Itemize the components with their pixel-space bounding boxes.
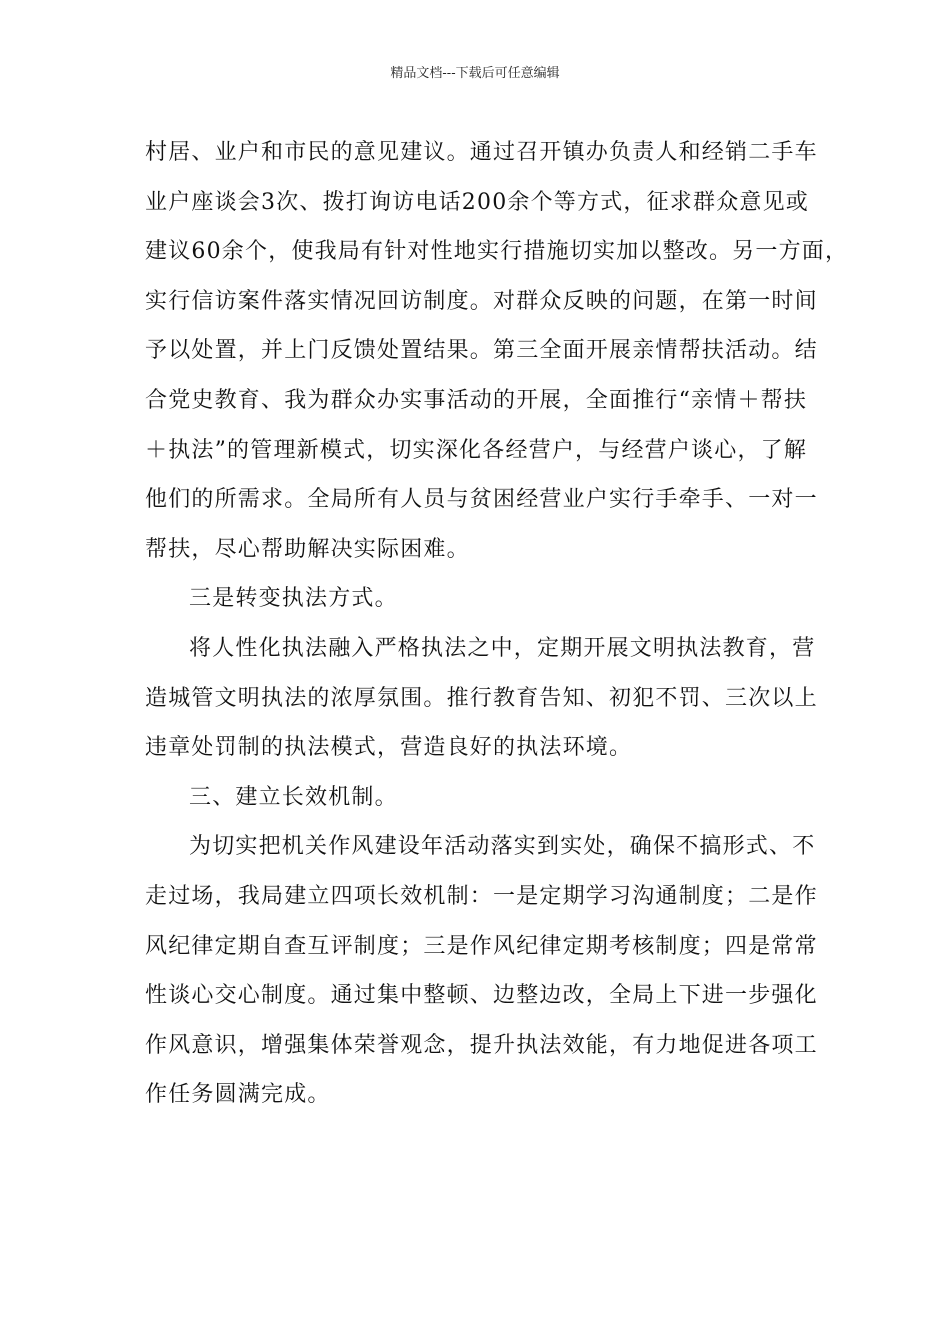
text-line: 造城管文明执法的浓厚氛围。推行教育告知、初犯不罚、三次以上 xyxy=(145,685,818,711)
text-line: 作任务圆满完成。 xyxy=(145,1082,331,1108)
text-line: 帮扶，尽心帮助解决实际困难。 xyxy=(145,536,470,562)
text-line: 风纪律定期自查互评制度；三是作风纪律定期考核制度；四是常常 xyxy=(145,933,818,959)
text-line: 走过场，我局建立四项长效机制：一是定期学习沟通制度；二是作 xyxy=(145,883,818,909)
text-line: 村居、业户和市民的意见建议。通过召开镇办负责人和经销二手车 xyxy=(145,140,818,165)
text-line: 予以处置，并上门反馈处置结果。第三全面开展亲情帮扶活动。结 xyxy=(145,338,818,364)
text-line: 建议60余个，使我局有针对性地实行措施切实加以整改。另一方面， xyxy=(145,239,849,265)
text-line: 业户座谈会3次、拨打询访电话200余个等方式，征求群众意见或 xyxy=(145,189,809,215)
text-line: 他们的所需求。全局所有人员与贫困经营业户实行手牵手、一对一 xyxy=(145,487,818,513)
document-body xyxy=(145,128,849,1120)
text-line: ＋执法”的管理新模式，切实深化各经营户，与经营户谈心，了解 xyxy=(145,437,808,463)
text-line: 实行信访案件落实情况回访制度。对群众反映的问题，在第一时间 xyxy=(145,288,818,314)
text-line: 违章处罚制的执法模式，营造良好的执法环境。 xyxy=(145,735,633,761)
text-line: 为切实把机关作风建设年活动落实到实处，确保不搞形式、不 xyxy=(189,834,816,860)
text-line: 合党史教育、我为群众办实事活动的开展，全面推行“亲情＋帮扶 xyxy=(145,387,808,413)
text-line: 作风意识，增强集体荣誉观念，提升执法效能，有力地促进各项工 xyxy=(145,1032,818,1058)
page-header: 精品文档---下载后可任意编辑 xyxy=(390,66,560,81)
section-heading: 三、建立长效机制。 xyxy=(189,784,398,810)
text-line: 将人性化执法融入严格执法之中，定期开展文明执法教育，营 xyxy=(189,635,816,661)
text-line: 性谈心交心制度。通过集中整顿、边整边改，全局上下进一步强化 xyxy=(145,983,818,1009)
section-subheading: 三是转变执法方式。 xyxy=(189,586,398,612)
